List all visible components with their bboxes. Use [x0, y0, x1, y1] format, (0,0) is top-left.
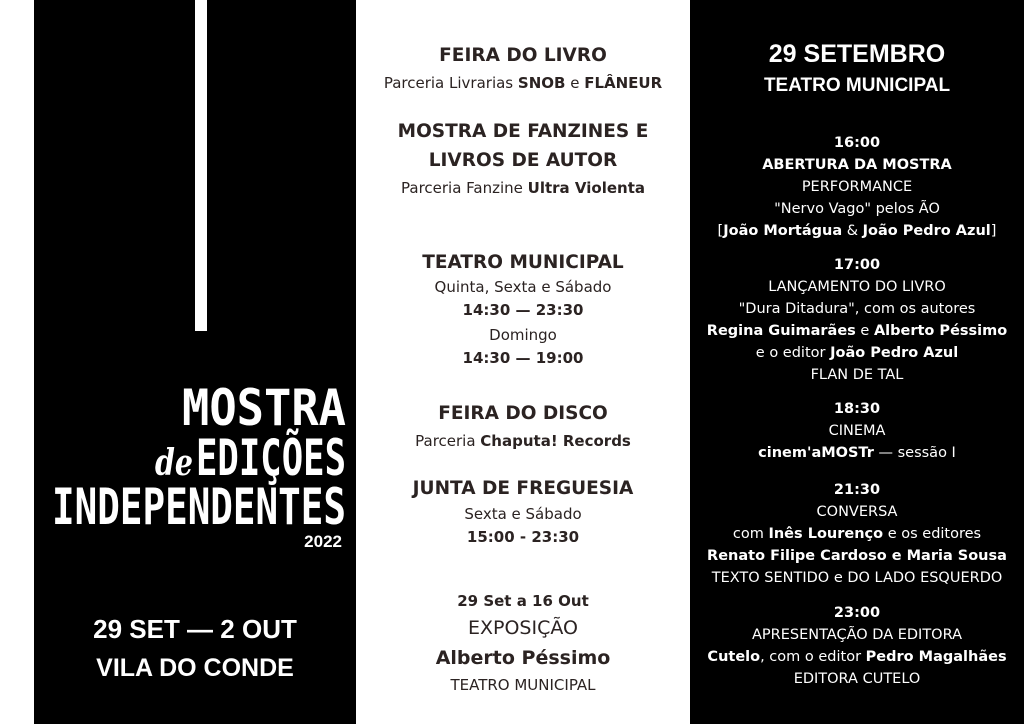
event-1-time: 16:00: [833, 135, 881, 151]
performer-ampersand: &: [842, 223, 863, 239]
junta-days: Sexta e Sábado: [464, 505, 582, 523]
event-1-description: "Nervo Vago" pelos ÃO: [774, 201, 940, 217]
fanzines-title-line2: LIVROS DE AUTOR: [428, 150, 618, 171]
event-5-details: [690, 649, 1024, 665]
fanzines-title-line1: MOSTRA DE FANZINES E: [397, 121, 649, 142]
logo-year: 2022: [304, 532, 342, 551]
partner-chaputa-records: Chaputa! Records: [480, 432, 631, 450]
fanzines-partner-prefix: Parceria Fanzine: [401, 179, 528, 197]
event-2-editor: [690, 345, 1024, 361]
partners-conjunction: e: [565, 74, 585, 92]
author-2: Alberto Péssimo: [873, 323, 1008, 339]
fanzines-partner: [356, 179, 690, 197]
performer-1: João Mortágua: [723, 223, 843, 239]
event-2-description: "Dura Ditadura", com os autores: [738, 301, 976, 317]
cinema-session: — sessão I: [873, 445, 956, 461]
publisher-editor: Pedro Magalhães: [865, 649, 1007, 665]
event-1-performers: [690, 223, 1024, 239]
host-name: Inês Lourenço: [768, 526, 884, 542]
event-4-host: [690, 526, 1024, 542]
event-5-label: EDITORA CUTELO: [793, 671, 921, 687]
event-2-title: LANÇAMENTO DO LIVRO: [768, 279, 946, 295]
middle-panel: [356, 0, 690, 724]
partners-prefix: Parceria Livrarias: [383, 74, 518, 92]
exposicao-venue: TEATRO MUNICIPAL: [450, 676, 596, 694]
left-panel: [34, 0, 407, 724]
publisher-name: Cutelo: [707, 649, 761, 665]
teatro-hours-2: 14:30 — 19:00: [462, 349, 584, 367]
partner-snob: SNOB: [517, 74, 566, 92]
event-4-publishers: TEXTO SENTIDO e DO LADO ESQUERDO: [711, 570, 1003, 586]
host-suffix: e os editores: [883, 526, 982, 542]
vertical-bar-decoration: [195, 0, 207, 331]
junta-title: JUNTA DE FREGUESIA: [412, 478, 634, 499]
bracket-close: ]: [990, 223, 997, 239]
partner-flaneur: FLÂNEUR: [584, 74, 663, 92]
feira-livro-partners: [356, 74, 690, 92]
authors-conjunction: e: [855, 323, 874, 339]
logo-line-independentes: INDEPENDENTES: [52, 478, 346, 536]
event-4-editors: Renato Filipe Cardoso e Maria Sousa: [707, 548, 1007, 564]
event-5-title: APRESENTAÇÃO DA EDITORA: [751, 627, 963, 643]
event-3-session: [690, 445, 1024, 461]
teatro-days-1: Quinta, Sexta e Sábado: [434, 278, 612, 296]
junta-hours: 15:00 - 23:30: [466, 528, 580, 546]
event-5-time: 23:00: [833, 605, 881, 621]
event-1-type: PERFORMANCE: [801, 179, 913, 195]
exposicao-artist: Alberto Péssimo: [435, 647, 611, 669]
feira-livro-title: FEIRA DO LIVRO: [439, 45, 607, 66]
right-panel: [690, 0, 1024, 724]
logo-word-de: de: [155, 442, 193, 484]
editor-name: João Pedro Azul: [830, 345, 959, 361]
event-4-title: CONVERSA: [816, 504, 898, 520]
event-location: VILA DO CONDE: [96, 654, 294, 682]
editor-prefix: e o editor: [755, 345, 831, 361]
event-1-title: ABERTURA DA MOSTRA: [762, 157, 952, 173]
schedule-venue: TEATRO MUNICIPAL: [763, 75, 951, 96]
exposicao-label: EXPOSIÇÃO: [468, 617, 578, 639]
partner-ultra-violenta: Ultra Violenta: [527, 179, 645, 197]
event-2-publisher: FLAN DE TAL: [810, 367, 904, 383]
teatro-title: TEATRO MUNICIPAL: [422, 252, 624, 273]
event-2-time: 17:00: [833, 257, 881, 273]
performer-2: João Pedro Azul: [862, 223, 991, 239]
logo-line-mostra: MOSTRA: [182, 379, 346, 437]
event-2-authors: [690, 323, 1024, 339]
schedule-date: 29 SETEMBRO: [768, 40, 946, 68]
teatro-hours-1: 14:30 — 23:30: [462, 301, 584, 319]
disco-partner-prefix: Parceria: [415, 432, 481, 450]
author-1: Regina Guimarães: [706, 323, 856, 339]
disco-title: FEIRA DO DISCO: [438, 403, 608, 424]
event-logo: [34, 376, 407, 552]
cinema-series-name: cinem'aMOSTr: [758, 445, 874, 461]
disco-partner: [356, 432, 690, 450]
event-4-time: 21:30: [833, 482, 881, 498]
event-dates: 29 SET — 2 OUT: [93, 614, 297, 644]
publisher-editor-prefix: , com o editor: [760, 649, 866, 665]
logo-line-edicoes: EDIÇÕES: [196, 429, 407, 487]
host-prefix: com: [732, 526, 769, 542]
event-3-title: CINEMA: [828, 423, 886, 439]
event-3-time: 18:30: [833, 401, 881, 417]
bracket-open: [: [717, 223, 724, 239]
teatro-days-2: Domingo: [489, 326, 557, 344]
exposicao-dates: 29 Set a 16 Out: [457, 592, 589, 610]
